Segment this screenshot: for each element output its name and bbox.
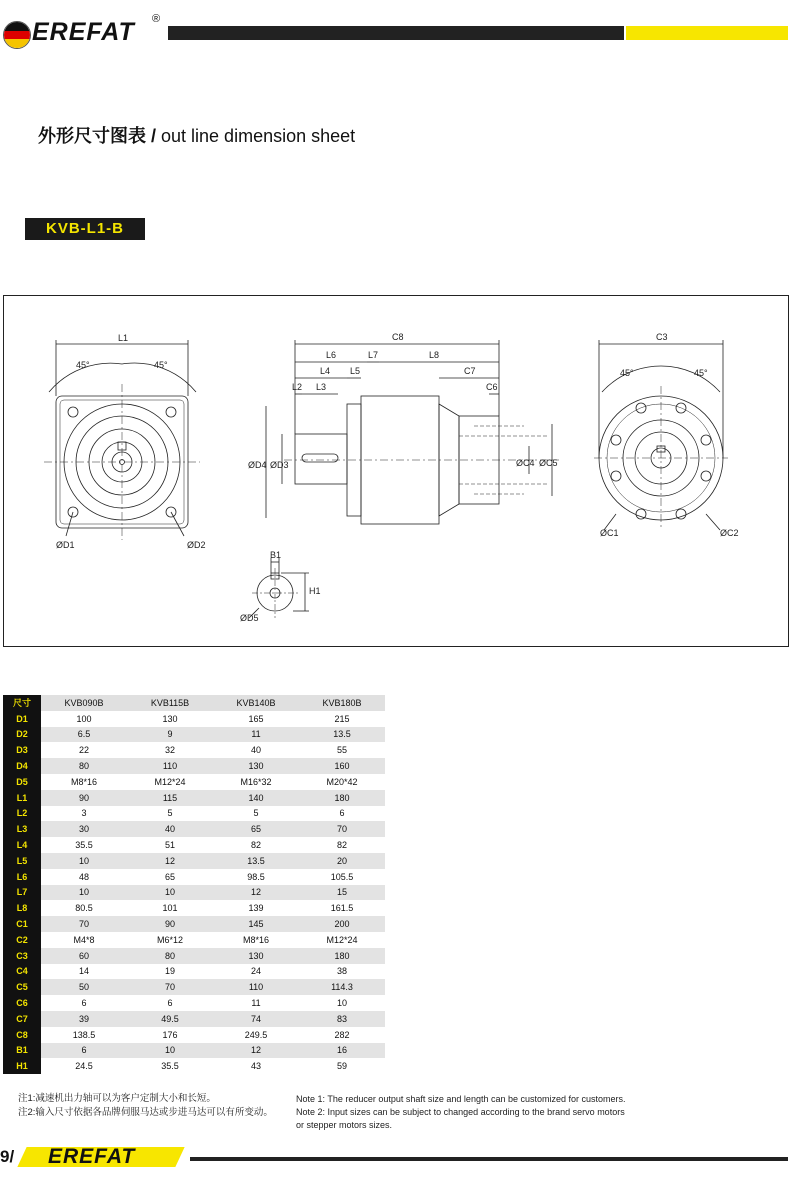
row-label: L8 xyxy=(3,900,41,916)
table-row xyxy=(3,806,385,822)
dim-d5: ØD5 xyxy=(240,613,259,623)
dim-c3: C3 xyxy=(656,332,668,342)
row-label: D1 xyxy=(3,711,41,727)
table-cell: 130 xyxy=(213,948,299,964)
dim-c5: ØC5 xyxy=(539,458,558,468)
table-row xyxy=(3,916,385,932)
table-cell: 40 xyxy=(213,742,299,758)
front-view xyxy=(44,340,200,540)
table-cell: 40 xyxy=(127,821,213,837)
header-bar-dark xyxy=(168,26,624,40)
table-cell: 90 xyxy=(41,790,127,806)
dim-l8: L8 xyxy=(429,350,440,360)
column-header: KVB090B xyxy=(41,695,127,711)
footer-brand-logo: EREFAT xyxy=(48,1145,136,1168)
table-cell: 10 xyxy=(127,885,213,901)
table-cell: 13.5 xyxy=(213,853,299,869)
row-label: D5 xyxy=(3,774,41,790)
dim-l7: L7 xyxy=(368,350,379,360)
table-cell: 22 xyxy=(41,742,127,758)
table-cell: 9 xyxy=(127,727,213,743)
notes-en xyxy=(296,1093,626,1132)
table-cell: 38 xyxy=(299,964,385,980)
row-label: C5 xyxy=(3,979,41,995)
row-label: H1 xyxy=(3,1058,41,1074)
page-title-en: out line dimension sheet xyxy=(161,126,356,146)
table-cell: 180 xyxy=(299,948,385,964)
table-cell: 82 xyxy=(213,837,299,853)
table-row xyxy=(3,1011,385,1027)
table-cell: 13.5 xyxy=(299,727,385,743)
model-tag: KVB-L1-B xyxy=(25,218,145,240)
table-cell: M8*16 xyxy=(213,932,299,948)
row-label: C1 xyxy=(3,916,41,932)
table-cell: 138.5 xyxy=(41,1027,127,1043)
table-cell: 16 xyxy=(299,1043,385,1059)
table-cell: 100 xyxy=(41,711,127,727)
table-row xyxy=(3,790,385,806)
table-row xyxy=(3,1027,385,1043)
table-row xyxy=(3,758,385,774)
table-cell: 140 xyxy=(213,790,299,806)
column-header: KVB180B xyxy=(299,695,385,711)
page-title-sep: / xyxy=(146,126,162,146)
table-cell: 10 xyxy=(127,1043,213,1059)
table-row xyxy=(3,1043,385,1059)
footer-line xyxy=(190,1157,788,1161)
output-view xyxy=(594,340,728,530)
table-cell: 20 xyxy=(299,853,385,869)
table-cell: 6 xyxy=(41,1043,127,1059)
dim-c2: ØC2 xyxy=(720,528,739,538)
notes-cn xyxy=(18,1092,273,1120)
table-cell: M6*12 xyxy=(127,932,213,948)
dim-c8: C8 xyxy=(392,332,404,342)
table-cell: 82 xyxy=(299,837,385,853)
table-cell: 12 xyxy=(127,853,213,869)
table-row xyxy=(3,821,385,837)
table-row xyxy=(3,711,385,727)
dim-l6: L6 xyxy=(326,350,337,360)
table-row xyxy=(3,727,385,743)
row-label: L6 xyxy=(3,869,41,885)
dim-l1: L1 xyxy=(118,333,129,343)
row-label: L7 xyxy=(3,885,41,901)
table-cell: 176 xyxy=(127,1027,213,1043)
table-row xyxy=(3,979,385,995)
table-row xyxy=(3,948,385,964)
dim-angle-out-right: 45° xyxy=(694,368,708,378)
table-cell: 30 xyxy=(41,821,127,837)
table-cell: 70 xyxy=(41,916,127,932)
table-row xyxy=(3,1058,385,1074)
table-corner: 尺寸 xyxy=(3,695,41,711)
table-cell: 55 xyxy=(299,742,385,758)
table-cell: 80 xyxy=(127,948,213,964)
table-cell: 115 xyxy=(127,790,213,806)
table-cell: 5 xyxy=(213,806,299,822)
table-cell: 11 xyxy=(213,995,299,1011)
table-cell: 24.5 xyxy=(41,1058,127,1074)
table-cell: 12 xyxy=(213,1043,299,1059)
table-cell: 24 xyxy=(213,964,299,980)
table-cell: 74 xyxy=(213,1011,299,1027)
table-cell: 10 xyxy=(41,853,127,869)
table-cell: 11 xyxy=(213,727,299,743)
row-label: L1 xyxy=(3,790,41,806)
row-label: D4 xyxy=(3,758,41,774)
note-en-3: or stepper motors sizes. xyxy=(296,1120,393,1130)
dim-angle-left: 45° xyxy=(76,360,90,370)
table-cell: 70 xyxy=(299,821,385,837)
table-cell: 105.5 xyxy=(299,869,385,885)
table-cell: 43 xyxy=(213,1058,299,1074)
table-cell: 39 xyxy=(41,1011,127,1027)
table-cell: 80.5 xyxy=(41,900,127,916)
registered-mark: ® xyxy=(152,13,161,25)
table-cell: 65 xyxy=(127,869,213,885)
table-row xyxy=(3,964,385,980)
table-cell: M8*16 xyxy=(41,774,127,790)
row-label: L3 xyxy=(3,821,41,837)
table-row xyxy=(3,869,385,885)
table-cell: 101 xyxy=(127,900,213,916)
table-cell: 215 xyxy=(299,711,385,727)
table-cell: 10 xyxy=(299,995,385,1011)
shaft-detail xyxy=(249,558,309,618)
table-cell: 200 xyxy=(299,916,385,932)
table-cell: 6.5 xyxy=(41,727,127,743)
dim-c4: ØC4 xyxy=(516,458,535,468)
table-cell: 282 xyxy=(299,1027,385,1043)
note-en-2: Note 2: Input sizes can be subject to changed according to the brand servo motors xyxy=(296,1107,625,1117)
dim-d1: ØD1 xyxy=(56,540,75,550)
table-cell: 19 xyxy=(127,964,213,980)
page-title xyxy=(38,122,355,148)
table-row xyxy=(3,774,385,790)
dim-d4: ØD4 xyxy=(248,460,267,470)
table-cell: 65 xyxy=(213,821,299,837)
table-cell: M20*42 xyxy=(299,774,385,790)
table-cell: 49.5 xyxy=(127,1011,213,1027)
table-cell: 48 xyxy=(41,869,127,885)
table-cell: 70 xyxy=(127,979,213,995)
table-cell: 145 xyxy=(213,916,299,932)
row-label: C7 xyxy=(3,1011,41,1027)
table-cell: M4*8 xyxy=(41,932,127,948)
table-cell: 6 xyxy=(127,995,213,1011)
note-cn-2: 注2:输入尺寸依据各品牌伺服马达或步进马达可以有所变动。 xyxy=(18,1107,273,1118)
table-cell: M12*24 xyxy=(127,774,213,790)
note-cn-1: 注1:减速机出力轴可以为客户定制大小和长短。 xyxy=(18,1093,216,1104)
dimension-drawing xyxy=(3,295,789,647)
table-cell: 90 xyxy=(127,916,213,932)
table-cell: 114.3 xyxy=(299,979,385,995)
table-cell: 165 xyxy=(213,711,299,727)
row-label: C3 xyxy=(3,948,41,964)
row-label: D3 xyxy=(3,742,41,758)
germany-flag-icon xyxy=(3,21,31,49)
table-cell: 130 xyxy=(127,711,213,727)
row-label: C2 xyxy=(3,932,41,948)
page-number: 9/ xyxy=(0,1147,15,1166)
row-label: L2 xyxy=(3,806,41,822)
table-cell: 35.5 xyxy=(41,837,127,853)
dim-d3: ØD3 xyxy=(270,460,289,470)
table-cell: 80 xyxy=(41,758,127,774)
table-cell: 12 xyxy=(213,885,299,901)
table-header-row xyxy=(3,695,385,711)
table-cell: 3 xyxy=(41,806,127,822)
dim-h1: H1 xyxy=(309,586,321,596)
table-row xyxy=(3,932,385,948)
table-cell: 60 xyxy=(41,948,127,964)
table-cell: 110 xyxy=(213,979,299,995)
row-label: B1 xyxy=(3,1043,41,1059)
column-header: KVB140B xyxy=(213,695,299,711)
table-cell: 14 xyxy=(41,964,127,980)
table-cell: 51 xyxy=(127,837,213,853)
table-cell: 15 xyxy=(299,885,385,901)
dim-l4: L4 xyxy=(320,366,331,376)
table-cell: 59 xyxy=(299,1058,385,1074)
table-row xyxy=(3,995,385,1011)
dim-c1: ØC1 xyxy=(600,528,619,538)
row-label: L4 xyxy=(3,837,41,853)
dim-c7: C7 xyxy=(464,366,476,376)
brand-logo: EREFAT xyxy=(32,18,135,46)
table-cell: 35.5 xyxy=(127,1058,213,1074)
table-cell: M12*24 xyxy=(299,932,385,948)
table-row xyxy=(3,837,385,853)
table-cell: 6 xyxy=(299,806,385,822)
dim-l5: L5 xyxy=(350,366,361,376)
row-label: C6 xyxy=(3,995,41,1011)
header-bar-yellow xyxy=(626,26,788,40)
table-cell: 160 xyxy=(299,758,385,774)
table-cell: 130 xyxy=(213,758,299,774)
table-cell: 10 xyxy=(41,885,127,901)
dim-l2: L2 xyxy=(292,382,303,392)
table-cell: 180 xyxy=(299,790,385,806)
row-label: L5 xyxy=(3,853,41,869)
table-cell: 6 xyxy=(41,995,127,1011)
row-label: C8 xyxy=(3,1027,41,1043)
table-cell: 98.5 xyxy=(213,869,299,885)
spec-table xyxy=(3,695,385,1074)
table-cell: 249.5 xyxy=(213,1027,299,1043)
dim-angle-right: 45° xyxy=(154,360,168,370)
dim-c6: C6 xyxy=(486,382,498,392)
table-cell: 32 xyxy=(127,742,213,758)
table-row xyxy=(3,853,385,869)
dim-angle-out-left: 45° xyxy=(620,368,634,378)
dim-b1: B1 xyxy=(270,550,282,560)
table-cell: 5 xyxy=(127,806,213,822)
row-label: D2 xyxy=(3,727,41,743)
dim-l3: L3 xyxy=(316,382,327,392)
row-label: C4 xyxy=(3,964,41,980)
side-view xyxy=(266,340,559,524)
table-row xyxy=(3,900,385,916)
table-row xyxy=(3,742,385,758)
page-title-cn: 外形尺寸图表 xyxy=(38,126,146,146)
table-cell: 83 xyxy=(299,1011,385,1027)
table-cell: M16*32 xyxy=(213,774,299,790)
table-cell: 110 xyxy=(127,758,213,774)
dim-d2: ØD2 xyxy=(187,540,206,550)
table-cell: 50 xyxy=(41,979,127,995)
column-header: KVB115B xyxy=(127,695,213,711)
table-row xyxy=(3,885,385,901)
note-en-1: Note 1: The reducer output shaft size and length can be customized for customers. xyxy=(296,1094,626,1104)
table-cell: 139 xyxy=(213,900,299,916)
table-cell: 161.5 xyxy=(299,900,385,916)
